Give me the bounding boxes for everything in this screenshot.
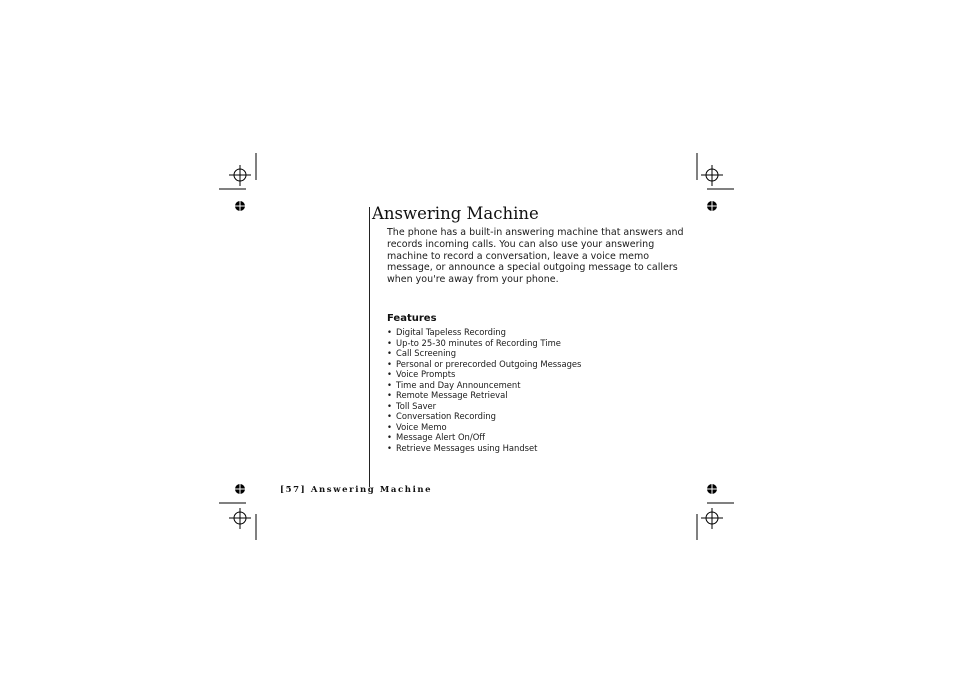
bullet-icon: • [387, 400, 392, 411]
feature-label: Retrieve Messages using Handset [396, 443, 538, 454]
page-footer: [57] Answering Machine [280, 485, 433, 495]
feature-label: Voice Memo [396, 421, 447, 432]
features-heading: Features [387, 313, 437, 324]
feature-label: Call Screening [396, 348, 457, 359]
list-item [387, 359, 581, 370]
registration-mark-top-right [701, 165, 723, 186]
registration-mark-top-left [229, 165, 251, 186]
list-item [387, 390, 581, 401]
list-item [387, 327, 581, 338]
list-item [387, 348, 581, 359]
feature-label: Toll Saver [396, 400, 437, 411]
bullet-icon: • [387, 348, 392, 359]
list-item [387, 380, 581, 391]
feature-label: Remote Message Retrieval [396, 390, 508, 401]
feature-label: Message Alert On/Off [396, 432, 486, 443]
features-list [387, 327, 581, 454]
bullet-icon: • [387, 443, 392, 454]
page-title: Answering Machine [372, 204, 539, 223]
feature-label: Digital Tapeless Recording [396, 327, 506, 337]
feature-label: Personal or prerecorded Outgoing Messages [396, 358, 582, 369]
list-item [387, 338, 581, 349]
intro-paragraph: The phone has a built-in answering machine that answers and records incoming calls. You can also use your answering machine to record a conversation, leave a voice memo message, or announce a special outgoing message to callers when you're away from your phone. [387, 227, 684, 286]
feature-label: Time and Day Announcement [396, 379, 521, 390]
margin-rule [369, 207, 370, 487]
list-item [387, 443, 581, 454]
bullet-icon: • [387, 421, 392, 432]
bullet-icon: • [387, 369, 392, 380]
registration-mark-bottom-right [701, 508, 723, 529]
bullet-icon: • [387, 358, 392, 369]
list-item [387, 411, 581, 422]
bullet-icon: • [387, 390, 392, 401]
list-item [387, 422, 581, 433]
feature-label: Voice Prompts [396, 369, 456, 380]
list-item [387, 401, 581, 412]
feature-label: Conversation Recording [396, 411, 496, 422]
bullet-icon: • [387, 432, 392, 443]
bullet-icon: • [387, 337, 392, 348]
feature-label: Up-to 25-30 minutes of Recording Time [396, 337, 561, 348]
bullet-icon: • [387, 379, 392, 390]
bullet-icon: • [387, 327, 392, 337]
registration-mark-bottom-left [229, 508, 251, 529]
list-item [387, 369, 581, 380]
bullet-icon: • [387, 411, 392, 422]
list-item [387, 432, 581, 443]
